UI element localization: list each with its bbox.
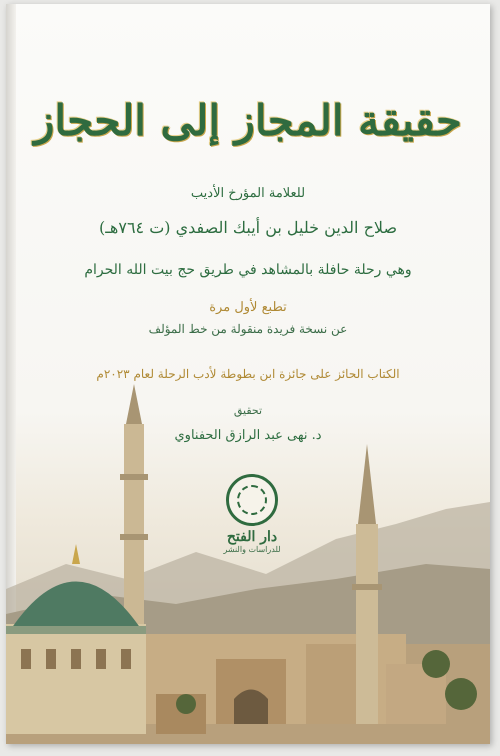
author-name: صلاح الدين خليل بن أيبك الصفدي (ت ٧٦٤هـ)	[98, 218, 398, 237]
city-illustration	[6, 4, 490, 744]
book-title: حقيقة المجاز إلى الحجاز	[34, 96, 462, 145]
award-note: الكتاب الحائز على جائزة ابن بطوطة لأدب الرحلة لعام ٢٠٢٣م	[96, 367, 400, 381]
tahqiq-label: تحقيق	[233, 404, 263, 417]
print-subnote: عن نسخة فريدة منقولة من خط المؤلف	[148, 322, 348, 336]
book-description: وهي رحلة حافلة بالمشاهد في طريق حج بيت الله الحرام	[84, 262, 412, 278]
print-note: تطبع لأول مرة	[209, 300, 287, 315]
author-prefix: للعلامة المؤرخ الأديب	[190, 186, 306, 201]
gate-arch	[234, 690, 268, 725]
book-cover	[6, 4, 490, 744]
publisher-subtitle: للدراسات والنشر	[223, 545, 281, 554]
publisher-name: دار الفتح	[226, 529, 278, 545]
editor-name: د. نهى عبد الرازق الحفناوي	[174, 428, 322, 443]
right-minaret	[352, 444, 382, 724]
